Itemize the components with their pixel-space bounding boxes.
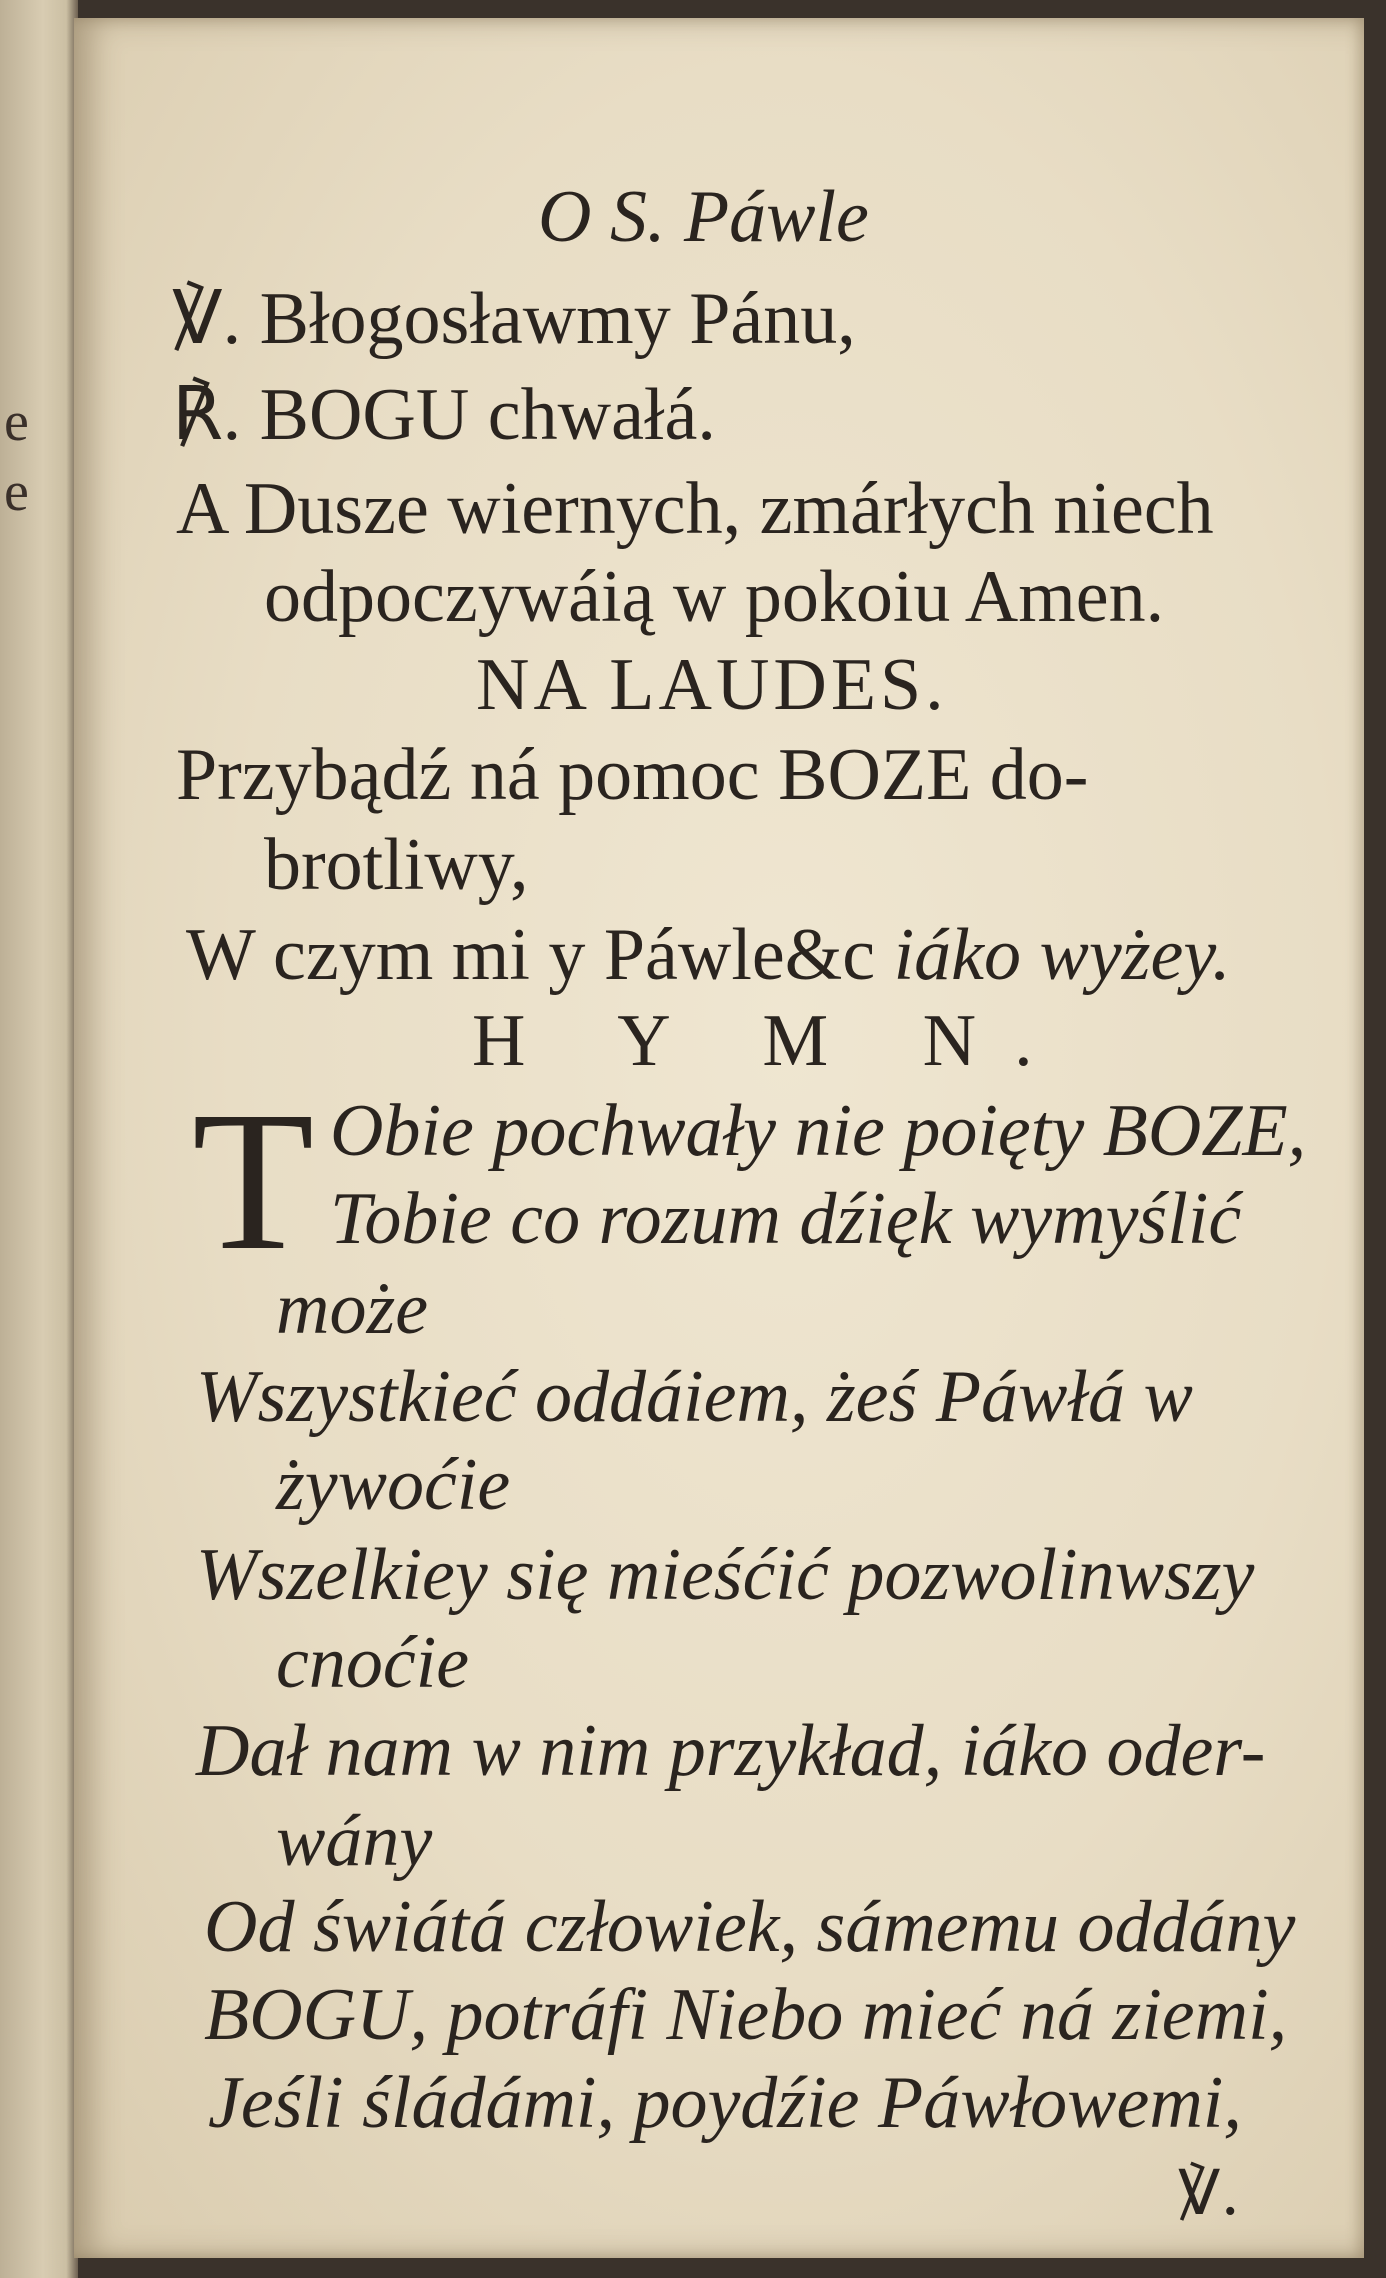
text-line: A Dusze wiernych, zmárłych niech bbox=[176, 468, 1214, 550]
hymn-line: Jeśli śládámi, poydźie Páwłowemi, bbox=[208, 2062, 1242, 2144]
hymn-line: Dał nam w nim przykład, iáko oder- bbox=[196, 1710, 1266, 1792]
hymn-line: Obie pochwały nie poięty BOZE, bbox=[330, 1090, 1307, 1172]
text-line: brotliwy, bbox=[264, 824, 529, 906]
left-margin-fragment: e bbox=[4, 461, 29, 523]
hymn-line: może bbox=[276, 1268, 429, 1350]
text-line: Przybądź ná pomoc BOZE do- bbox=[176, 734, 1089, 816]
hymn-line: Wszelkiey się mieśćić pozwolinwszy bbox=[196, 1534, 1255, 1616]
section-heading-laudes: NA LAUDES. bbox=[476, 644, 948, 726]
hymn-line: cnoćie bbox=[276, 1622, 470, 1704]
hymn-line: Tobie co rozum dźięk wymyślić bbox=[330, 1178, 1242, 1260]
text-line: odpoczywáią w pokoiu Amen. bbox=[264, 556, 1165, 638]
text-line-versicle: ℣. Błogosławmy Pánu, bbox=[172, 278, 856, 360]
catchword: ℣. bbox=[1178, 2156, 1241, 2229]
hymn-line: Wszystkieć oddáiem, żeś Páwłá w bbox=[196, 1356, 1193, 1438]
hymn-line: wány bbox=[276, 1800, 433, 1882]
text-line-response: ℟. BOGU chwałá. bbox=[172, 374, 716, 456]
running-title: O S. Páwle bbox=[538, 176, 869, 258]
hymn-line: żywoćie bbox=[276, 1444, 511, 1526]
left-margin-fragment: e bbox=[4, 391, 29, 453]
text-line bbox=[186, 914, 1231, 996]
text-roman: W czym mi y Páwle&c bbox=[186, 914, 894, 996]
hymn-line: Od świátá człowiek, sámemu oddány bbox=[204, 1886, 1296, 1968]
hymn-line: BOGU, potráfi Niebo mieć ná ziemi, bbox=[204, 1974, 1288, 2056]
section-heading-hymn: H Y M N. bbox=[472, 1000, 1071, 1082]
text-italic: iáko wyżey. bbox=[893, 914, 1231, 996]
left-page-edge bbox=[0, 0, 78, 2278]
drop-capital: T bbox=[192, 1071, 315, 1292]
